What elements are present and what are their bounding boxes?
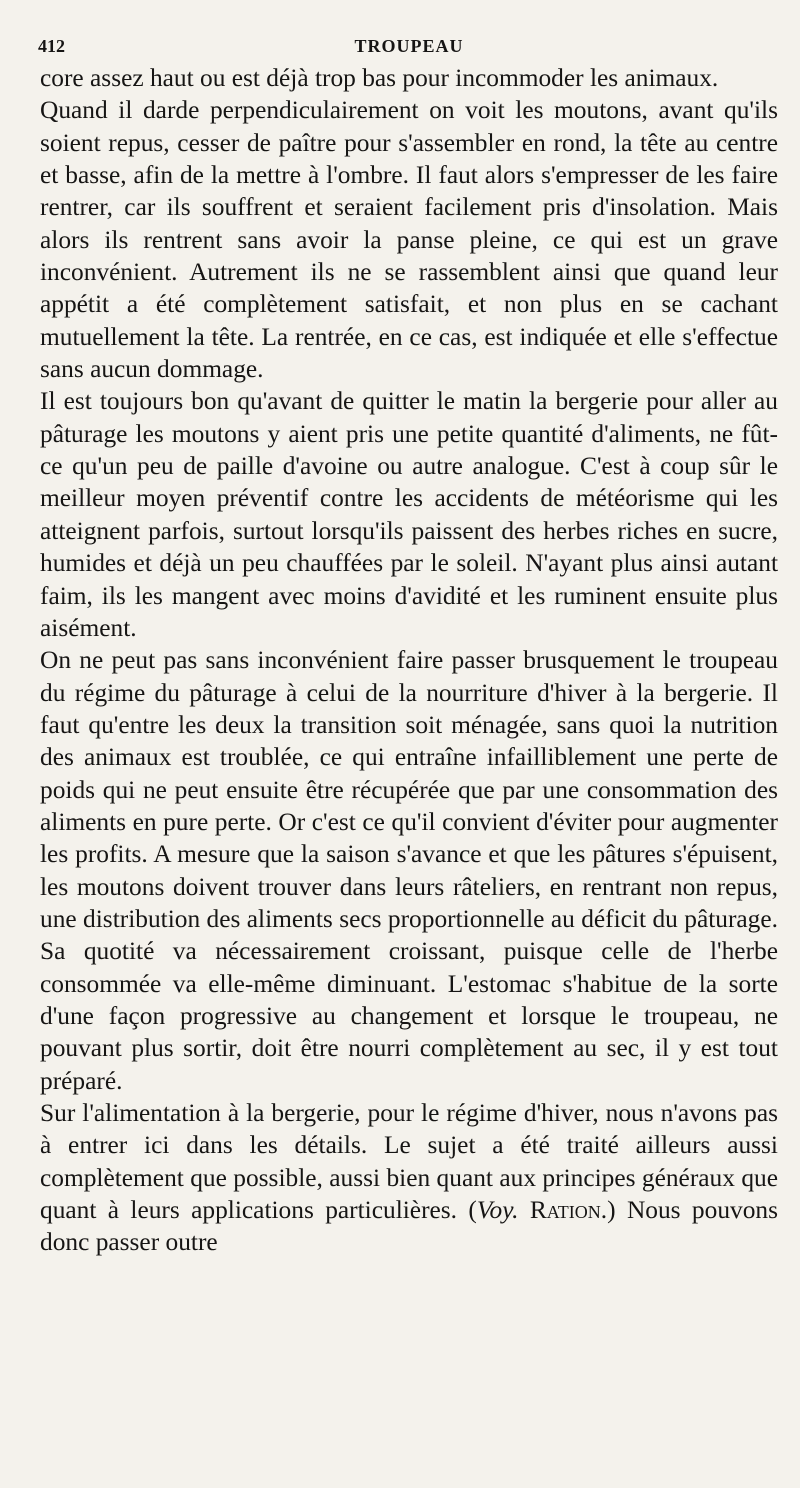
paragraph-4: On ne peut pas sans inconvénient faire passer brusquement le troupeau du régime du pâturage à celui de la nourriture d'hiver à la bergerie. Il faut qu'entre les deux la transition soit ménagée, sans quoi la nutrition des animaux est troublée, ce qui entraîne infailliblement une perte de poids qui ne peut ensuite être récupérée que par une consommation des aliments en pure perte. Or c'est ce qu'il convient d'éviter pour augmenter les profits. A mesure que la saison s'avance et que les pâtures s'épuisent, les moutons doivent trouver dans leurs râteliers, en rentrant non repus, une distribution des aliments secs proportionnelle au déficit du pâturage. Sa quotité va nécessairement croissant, puisque celle de l'herbe consommée va elle-même diminuant. L'estomac s'habitue de la sorte d'une façon progressive au changement et lorsque le troupeau, ne pouvant plus sortir, doit être nourri complètement au sec, il y est tout préparé. [40,646,778,1095]
running-title: TROUPEAU [354,36,464,56]
paragraph-2: Quand il darde perpendiculairement on voit les moutons, avant qu'ils soient repus, cesser de paître pour s'assembler en rond, la tête au centre et basse, afin de la mettre à l'ombre. Il faut alors s'empresser de les faire rentrer, car ils souffrent et seraient facilement pris d'insolation. Mais alors ils rentrent sans avoir la panse pleine, ce qui est un grave inconvénient. Autrement ils ne se rassemblent ainsi que quand leur appétit a été complètement satisfait, et non plus en se cachant mutuellement la tête. La rentrée, en ce cas, est indiquée et elle s'effectue sans aucun dommage. [40,96,778,384]
paragraph-1: core assez haut ou est déjà trop bas pour incommoder les animaux. [40,64,719,92]
body-text [40,62,778,1259]
paragraph-3: Il est toujours bon qu'avant de quitter le matin la bergerie pour aller au pâturage les moutons y aient pris une petite quantité d'aliments, ne fût-ce qu'un peu de paille d'avoine ou autre analogue. C'est à coup sûr le meilleur moyen préventif contre les accidents de météorisme qui les atteignent parfois, surtout lorsqu'ils paissent des herbes riches en sucre, humides et déjà un peu chauffées par le soleil. N'ayant plus ainsi autant faim, ils les mangent avec moins d'avidité et les ruminent ensuite plus aisément. [40,387,778,642]
page-number: 412 [38,36,65,56]
ration-reference: Ration [529,1196,601,1225]
paragraph-5 [40,1097,778,1259]
voy-reference: Voy. [476,1196,519,1225]
paragraph-5-text-end: .) Nous pouvons donc passer outre [40,1196,778,1257]
running-header [40,30,778,62]
paragraph-5-text: Sur l'alimentation à la bergerie, pour le régime d'hiver, nous n'avons pas à entrer ici dans les détails. Le sujet a été traité ailleurs aussi complètement que possible, aussi bien quant aux principes généraux que quant à leurs applications particulières. ( [40,1099,778,1225]
